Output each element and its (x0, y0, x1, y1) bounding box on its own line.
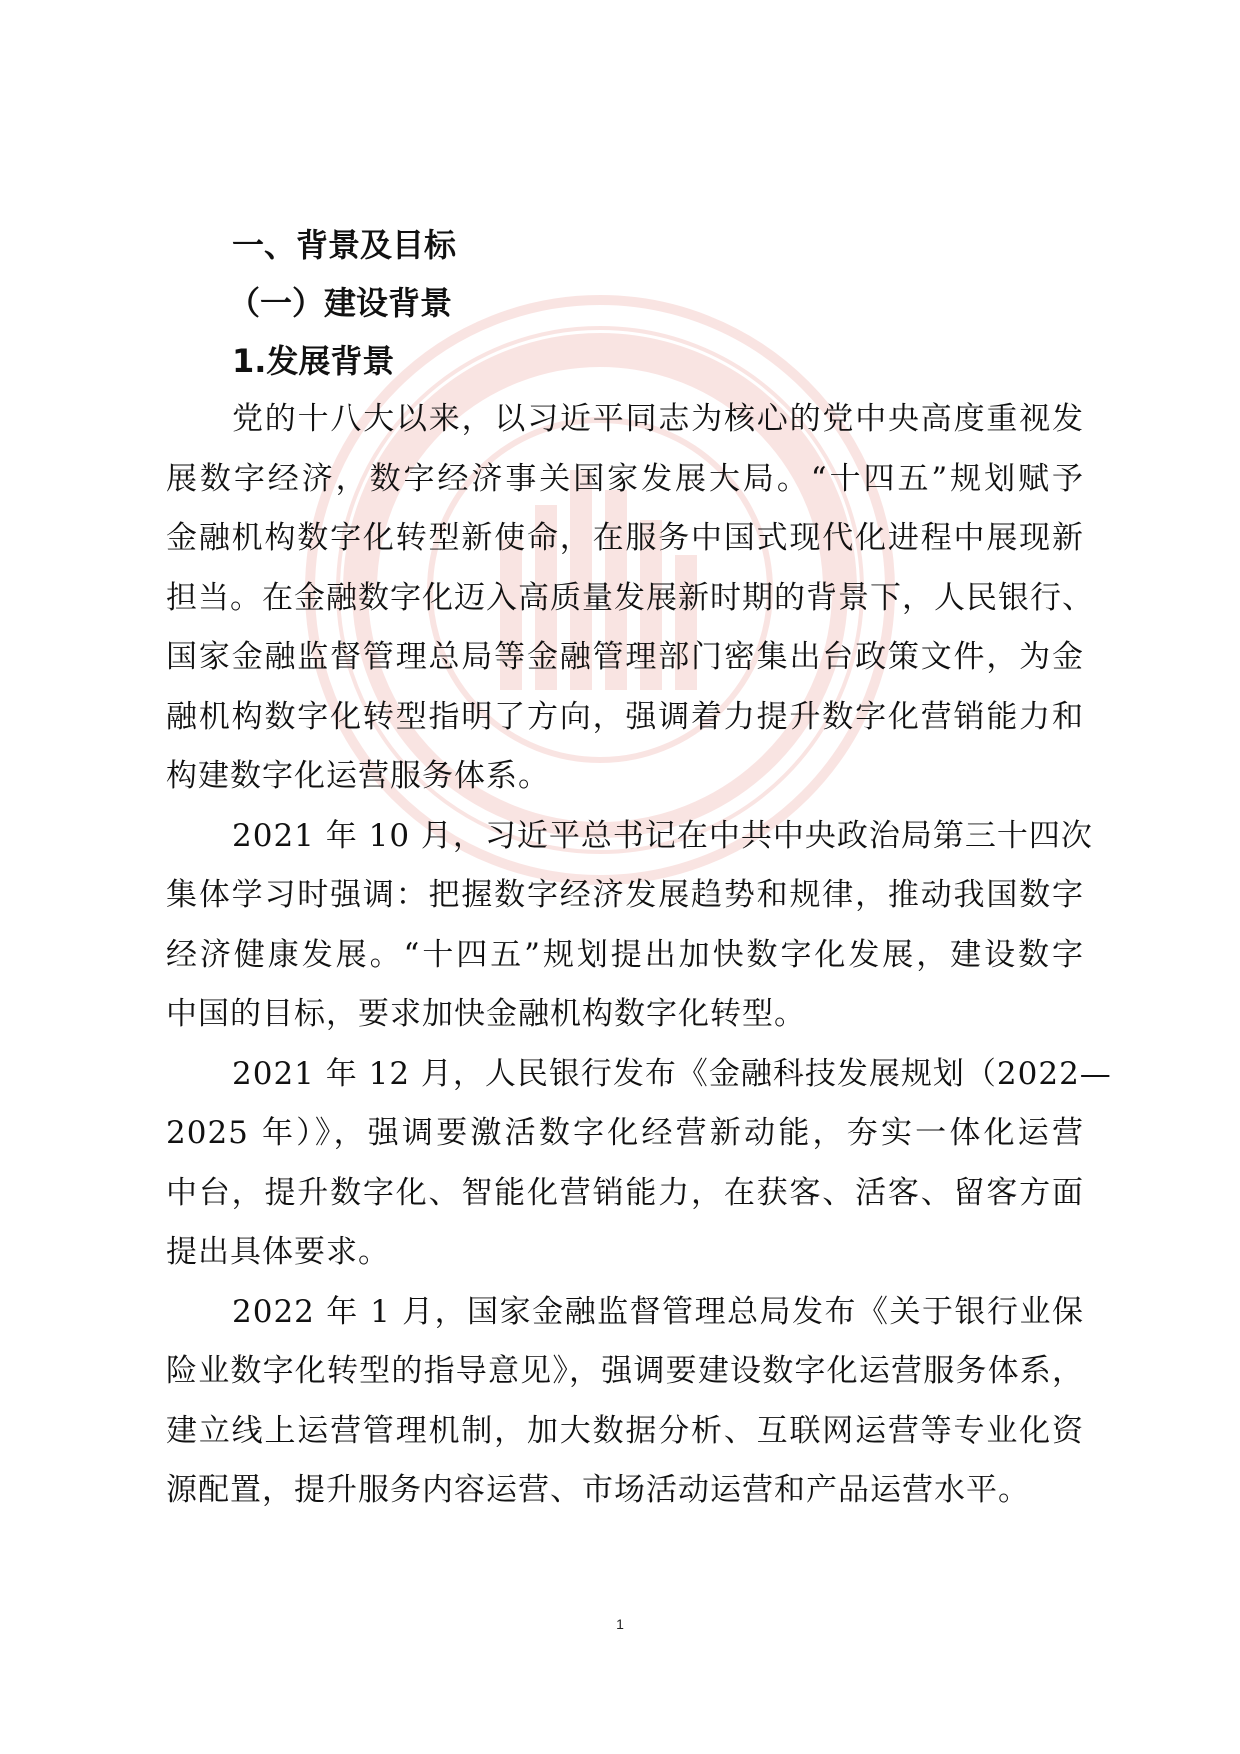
paragraph-line: 建立线上运营管理机制，加大数据分析、互联网运营等专业化资 (166, 1412, 1084, 1449)
paragraph-line: 中台，提升数字化、智能化营销能力，在获客、活客、留客方面 (166, 1174, 1084, 1211)
paragraph-line: 国家金融监督管理总局等金融管理部门密集出台政策文件，为金 (166, 639, 1084, 675)
paragraph-line: 担当。在金融数字化迈入高质量发展新时期的背景下，人民银行、 (166, 579, 1094, 616)
paragraph-line: 提出具体要求。 (166, 1234, 390, 1270)
sub-subsection-heading: 1.发展背景 (232, 342, 395, 380)
paragraph-line: 金融机构数字化转型新使命，在服务中国式现代化进程中展现新 (166, 520, 1084, 556)
section-heading: 一、背景及目标 (232, 226, 457, 264)
document-body (166, 216, 1112, 1521)
paragraph (166, 1283, 1084, 1521)
paragraph (166, 1045, 1112, 1283)
paragraph-line: 集体学习时强调：把握数字经济发展趋势和规律，推动我国数字 (166, 877, 1084, 913)
paragraph (166, 390, 1094, 807)
paragraph-line: 源配置，提升服务内容运营、市场活动运营和产品运营水平。 (166, 1472, 1030, 1508)
paragraph-line: 险业数字化转型的指导意见》，强调要建设数字化运营服务体系， (166, 1353, 1084, 1389)
paragraph-line: 中国的目标，要求加快金融机构数字化转型。 (166, 996, 806, 1032)
paragraph-line: 2022 年 1 月，国家金融监督管理总局发布《关于银行业保 (232, 1293, 1084, 1330)
subsection-heading: （一）建设背景 (228, 284, 453, 322)
paragraph-line: 经济健康发展。“十四五”规划提出加快数字化发展，建设数字 (166, 936, 1084, 973)
paragraph-line: 融机构数字化转型指明了方向，强调着力提升数字化营销能力和 (166, 698, 1084, 735)
page-number: 1 (616, 1616, 624, 1632)
paragraph-line: 2021 年 12 月，人民银行发布《金融科技发展规划（2022— (232, 1055, 1112, 1092)
paragraph (166, 807, 1093, 1045)
paragraph-line: 2025 年）》，强调要激活数字化经营新动能，夯实一体化运营 (166, 1115, 1084, 1151)
paragraph-line: 党的十八大以来，以习近平同志为核心的党中央高度重视发 (232, 401, 1084, 437)
paragraph-line: 构建数字化运营服务体系。 (166, 758, 550, 794)
paragraph-line: 展数字经济，数字经济事关国家发展大局。“十四五”规划赋予 (166, 460, 1084, 497)
paragraph-line: 2021 年 10 月，习近平总书记在中共中央政治局第三十四次 (232, 817, 1093, 854)
